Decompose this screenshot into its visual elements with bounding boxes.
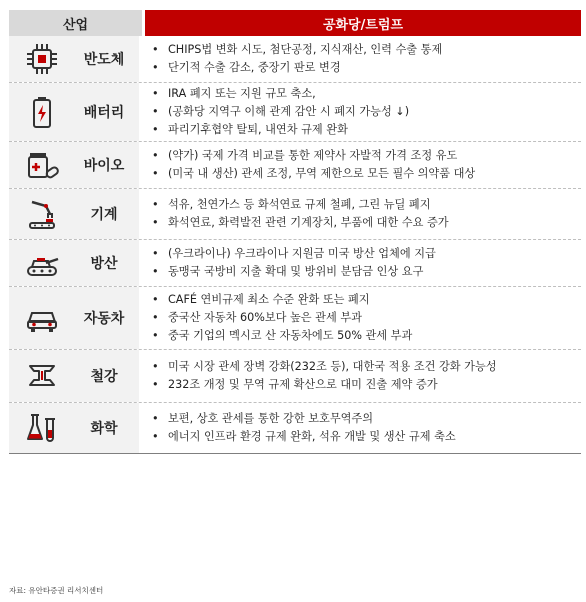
bullet-dot: •: [152, 149, 159, 162]
bullet-dot: •: [152, 216, 159, 229]
table-row: [9, 82, 581, 141]
policy-bullet: [152, 121, 581, 139]
industry-name: 배터리: [83, 105, 125, 121]
bullet-text: 동맹국 국방비 지출 확대 및 방위비 분담금 인상 요구: [168, 265, 424, 278]
tank-icon: [9, 245, 75, 281]
battery-icon: [9, 94, 75, 130]
bullet-text: 232조 개정 및 무역 규제 확산으로 대미 진출 제약 증가: [168, 378, 438, 391]
policy-bullet: [152, 309, 581, 327]
bullet-text: 파리기후협약 탈퇴, 내연차 규제 완화: [168, 123, 348, 136]
bullet-dot: •: [152, 123, 159, 136]
policy-bullet: [152, 376, 581, 394]
bullet-dot: •: [152, 293, 159, 306]
industry-name: 방산: [90, 256, 118, 272]
policy-bullet: [152, 85, 581, 103]
flask-icon: [9, 410, 75, 446]
bullet-text: 에너지 인프라 환경 규제 완화, 석유 개발 및 생산 규제 축소: [168, 430, 456, 443]
industry-header: 산업: [9, 10, 142, 36]
table-row: [9, 286, 581, 349]
table-body: [9, 36, 581, 453]
bullet-text: (공화당 지역구 이해 관계 감안 시 폐지 가능성 ↓): [168, 105, 410, 118]
policy-bullet: [152, 358, 581, 376]
bullet-text: IRA 폐지 또는 지원 규모 축소,: [168, 87, 316, 100]
steel-beam-icon: [9, 358, 75, 394]
bullet-text: 화석연료, 화력발전 관련 기계장치, 부품에 대한 수요 증가: [168, 216, 449, 229]
bullet-dot: •: [152, 360, 159, 373]
bullet-dot: •: [152, 61, 159, 74]
policy-bullet: [152, 103, 581, 121]
bullet-dot: •: [152, 167, 159, 180]
bullet-dot: •: [152, 265, 159, 278]
car-icon: [9, 300, 75, 336]
bullet-dot: •: [152, 43, 159, 56]
table-bottom-rule: [9, 453, 581, 454]
policy-bullet: [152, 214, 581, 232]
policy-bullet: [152, 196, 581, 214]
bullet-text: (약가) 국제 가격 비교를 통한 제약사 자발적 가격 조정 유도: [168, 149, 458, 162]
robot-arm-icon: [9, 196, 75, 232]
policy-bullet: [152, 410, 581, 428]
policy-bullet: [152, 291, 581, 309]
industry-name: 기계: [90, 207, 118, 223]
table-row: [9, 36, 581, 82]
policy-cell: [142, 36, 581, 82]
industry-cell: [9, 36, 142, 82]
medicine-icon: [9, 147, 75, 183]
policy-bullet: [152, 147, 581, 165]
policy-cell: [142, 403, 581, 453]
table-row: [9, 239, 581, 286]
bullet-text: CHIPS법 변화 시도, 첨단공정, 지식재산, 인력 수출 통제: [168, 43, 443, 56]
chip-icon: [9, 41, 75, 77]
bullet-dot: •: [152, 378, 159, 391]
bullet-text: 석유, 천연가스 등 화석연료 규제 철폐, 그린 뉴딜 폐지: [168, 198, 431, 211]
policy-bullet: [152, 165, 581, 183]
policy-cell: [142, 83, 581, 141]
industry-cell: [9, 287, 142, 349]
bullet-text: 미국 시장 관세 장벽 강화(232조 등), 대한국 적용 조건 강화 가능성: [168, 360, 497, 373]
policy-bullet: [152, 59, 581, 77]
bullet-text: (미국 내 생산) 관세 조정, 무역 제한으로 모든 필수 의약품 대상: [168, 167, 476, 180]
industry-policy-table: [9, 10, 581, 454]
industry-cell: [9, 189, 142, 239]
policy-header: 공화당/트럼프: [145, 10, 581, 36]
bullet-dot: •: [152, 198, 159, 211]
industry-name: 바이오: [83, 158, 125, 174]
table-row: [9, 349, 581, 402]
industry-name: 반도체: [83, 52, 125, 68]
industry-name: 화학: [90, 421, 118, 437]
bullet-text: CAFÉ 연비규제 최소 수준 완화 또는 폐지: [168, 293, 370, 306]
industry-name: 철강: [90, 369, 118, 385]
policy-bullet: [152, 245, 581, 263]
industry-cell: [9, 350, 142, 402]
policy-cell: [142, 142, 581, 188]
policy-cell: [142, 189, 581, 239]
bullet-dot: •: [152, 412, 159, 425]
bullet-dot: •: [152, 430, 159, 443]
industry-cell: [9, 240, 142, 286]
industry-name: 자동차: [83, 311, 125, 327]
bullet-text: 보편, 상호 관세를 통한 강한 보호무역주의: [168, 412, 374, 425]
bullet-dot: •: [152, 329, 159, 342]
industry-cell: [9, 403, 142, 453]
industry-cell: [9, 83, 142, 141]
bullet-text: (우크라이나) 우크라이나 지원금 미국 방산 업체에 지급: [168, 247, 436, 260]
industry-cell: [9, 142, 142, 188]
bullet-text: 중국 기업의 멕시코 산 자동차에도 50% 관세 부과: [168, 329, 413, 342]
bullet-dot: •: [152, 105, 159, 118]
bullet-text: 단기적 수출 감소, 중장기 판로 변경: [168, 61, 341, 74]
table-row: [9, 402, 581, 453]
bullet-dot: •: [152, 247, 159, 260]
policy-cell: [142, 350, 581, 402]
table-row: [9, 188, 581, 239]
bullet-text: 중국산 자동차 60%보다 높은 관세 부과: [168, 311, 362, 324]
policy-bullet: [152, 263, 581, 281]
policy-bullet: [152, 428, 581, 446]
table-row: [9, 141, 581, 188]
table-header: [9, 10, 581, 36]
policy-cell: [142, 287, 581, 349]
source-note: 자료: 유안타증권 리서치센터: [9, 586, 104, 595]
policy-bullet: [152, 327, 581, 345]
policy-cell: [142, 240, 581, 286]
bullet-dot: •: [152, 311, 159, 324]
policy-bullet: [152, 41, 581, 59]
bullet-dot: •: [152, 87, 159, 100]
